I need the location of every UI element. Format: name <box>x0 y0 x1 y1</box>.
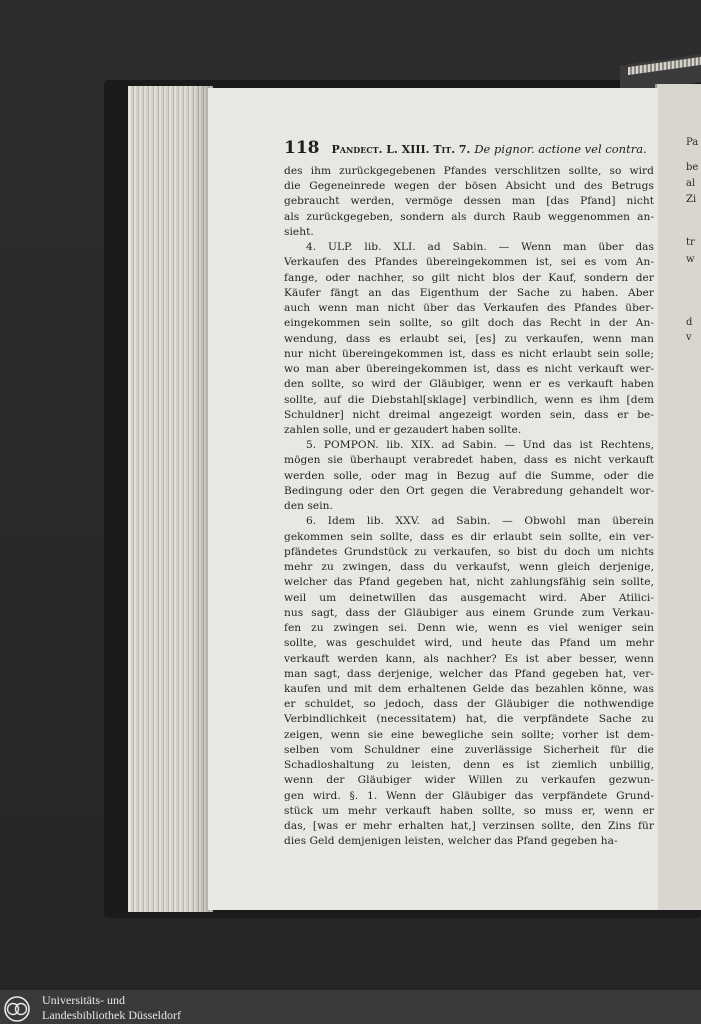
facing-page-fragment: tr <box>686 237 695 248</box>
text-line: den sein. <box>284 500 333 513</box>
text-line: wenn der Gläubiger wider Willen zu verkaufen gezwun- <box>284 774 654 787</box>
text-line: des ihm zurückgegebenen Pfandes verschlitzen sollte, so wird <box>284 165 654 177</box>
text-line: verkauft werden kann, als nachher? Es ist aber besser, wenn <box>284 652 654 665</box>
facing-page-fragment: v <box>686 332 692 343</box>
text-line: auch wenn man nicht über das Verkaufen des Pfandes über- <box>284 302 654 315</box>
text-line: die Gegeneinrede wegen der bösen Absicht und des Betrugs <box>284 180 654 193</box>
text-line: sollte, auf die Diebstahl[sklage] verbindlich, wenn es ihm [dem <box>284 393 654 406</box>
text-line: 5. POMPON. lib. XIX. ad Sabin. — Und das ist Rechtens, <box>306 439 654 452</box>
library-name-line-2: Landesbibliothek Düsseldorf <box>42 1008 181 1022</box>
text-line: sieht. <box>284 225 314 238</box>
text-line: 6. Idem lib. XXV. ad Sabin. — Obwohl man überein <box>306 515 654 528</box>
running-header <box>284 138 654 158</box>
library-name-line-1: Universitäts- und <box>42 993 125 1007</box>
facing-page-fragment: w <box>686 254 695 265</box>
text-line: dies Geld demjenigen leisten, welcher das Pfand gegeben ha- <box>284 835 618 848</box>
text-line: wo man aber übereingekommen ist, dass es nicht verkauft wer- <box>284 363 654 376</box>
text-line: Käufer fängt an das Eigenthum der Sache zu haben. Aber <box>284 286 654 299</box>
facing-page-fragment: al <box>686 178 696 189</box>
text-line: kaufen und mit dem erhaltenen Gelde das bezahlen könne, was <box>284 682 654 695</box>
text-line: selben vom Schuldner eine zuverlässige Sicherheit für die <box>284 743 654 756</box>
facing-page-fragment: Zi <box>686 194 697 205</box>
running-title: Pandect. L. XIII. Tit. 7. <box>331 143 471 156</box>
text-line: zeigen, wenn sie eine bewegliche sein sollte; vorher ist dem- <box>284 728 654 741</box>
text-line: welcher das Pfand gegeben hat, nicht zahlungsfähig sein sollte, <box>284 576 654 589</box>
text-line: Verbindlichkeit (necessitatem) hat, die verpfändete Sache zu <box>284 713 654 726</box>
text-line: stück um mehr verkauft haben sollte, so muss er, wenn er <box>284 804 654 817</box>
text-line: gebraucht werden, vermöge dessen man [das Pfand] nicht <box>284 195 654 208</box>
page-number: 118 <box>284 138 320 158</box>
page-body-text <box>284 164 654 850</box>
text-line: Verkaufen des Pfandes übereingekommen ist, sei es vom An- <box>284 256 654 269</box>
text-line: eingekommen sein sollte, so gilt doch das Recht in der An- <box>284 317 654 330</box>
text-line: werden solle, oder mag in Bezug auf die Summe, oder die <box>284 469 654 482</box>
text-line: zahlen solle, und er gezaudert haben sollte. <box>284 423 522 436</box>
text-line: 4. ULP. lib. XLI. ad Sabin. — Wenn man über das <box>306 241 654 254</box>
text-line: nus sagt, dass der Gläubiger aus einem Grunde zum Verkau- <box>284 606 654 619</box>
text-line: gekommen sein sollte, dass es dir erlaubt sein sollte, ein ver- <box>284 530 654 543</box>
text-line: sollte, was geschuldet wird, und heute das Pfand um mehr <box>284 637 654 650</box>
text-line: wendung, dass es erlaubt sei, [es] zu verkaufen, wenn man <box>284 332 654 345</box>
text-line: fen zu zwingen sei. Denn wie, wenn es viel weniger sein <box>284 622 654 635</box>
text-line: Bedingung oder den Ort gegen die Verabredung gehandelt wor- <box>284 484 654 497</box>
text-line: das, [was er mehr erhalten hat,] verzinsen sollte, den Zins für <box>284 820 654 833</box>
text-line: fange, oder nachher, so gilt nicht blos der Kauf, sondern der <box>284 271 654 284</box>
text-line: nur nicht übereingekommen ist, dass es nicht erlaubt sein solle; <box>284 347 654 360</box>
text-line: Schadloshaltung zu leisten, denn es ist ziemlich unbillig, <box>284 759 654 772</box>
running-subtitle: De pignor. actione vel contra. <box>474 142 647 156</box>
facing-page-fragment: be <box>686 162 699 173</box>
text-line: pfändetes Grundstück zu verkaufen, so bist du doch um nichts <box>284 545 654 558</box>
facing-page <box>655 84 701 910</box>
text-line: als zurückgegeben, sondern als durch Raub weggenommen an- <box>284 210 654 223</box>
text-line: mehr zu zwingen, dass du verkaufst, wenn gleich derjenige, <box>284 561 654 574</box>
text-line: mögen sie überhaupt verabredet haben, dass es nicht verkauft <box>284 454 654 467</box>
facing-page-fragment: d <box>686 317 693 328</box>
facing-page-fragment: Pa <box>686 137 699 148</box>
text-line: man sagt, dass derjenige, welcher das Pfand gegeben hat, ver- <box>284 667 654 680</box>
text-line: gen wird. §. 1. Wenn der Gläubiger das verpfändete Grund- <box>284 789 654 802</box>
page-stack <box>128 86 213 912</box>
text-line: weil um deinetwillen das ausgemacht wird. Aber Atilici- <box>284 591 654 604</box>
text-line: er schuldet, so jedoch, dass der Gläubiger die nothwendige <box>284 698 654 711</box>
text-line: Schuldner] nicht dreimal angezeigt worden sein, dass er be- <box>284 408 654 421</box>
library-name[interactable] <box>42 993 181 1023</box>
library-logo-icon <box>4 996 30 1022</box>
text-line: den sollte, so wird der Gläubiger, wenn er es verkauft haben <box>284 378 654 391</box>
